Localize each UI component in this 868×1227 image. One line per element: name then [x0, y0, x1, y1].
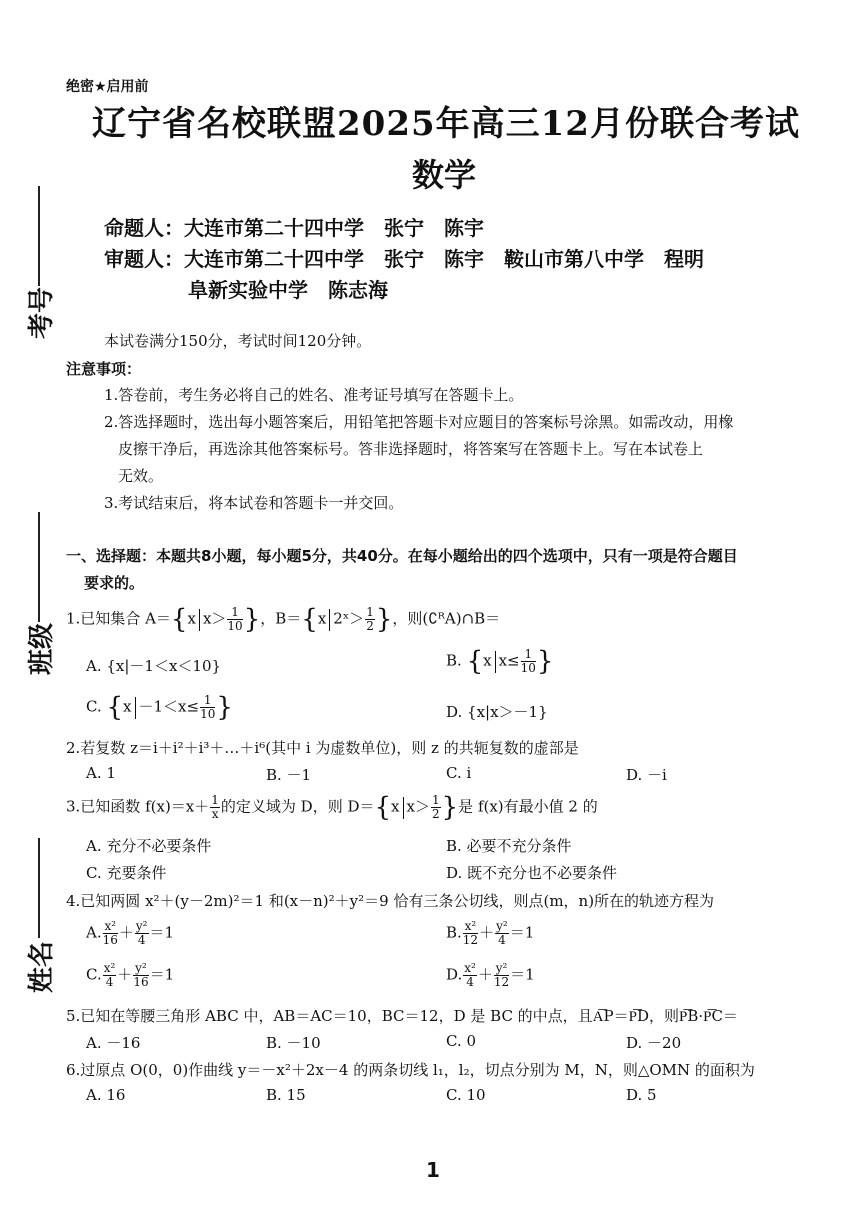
- subject-title: 数学: [412, 156, 477, 194]
- q1-frac-a: $\frac{1}{10}$: [227, 605, 243, 633]
- notice-2c: 无效。: [118, 467, 164, 485]
- q6-option-d: D. 5: [626, 1086, 657, 1104]
- q5-stem: 5.已知在等腰三角形 ABC 中，AB＝AC＝10，BC＝12，D 是 BC 的中点，且A͞P＝P͞D，则P͞B·P͞C＝: [66, 1007, 738, 1025]
- q6-option-b: B. 15: [266, 1086, 306, 1104]
- confidential-mark: 绝密★启用前: [66, 79, 149, 95]
- notice-1: 1.答卷前，考生务必将自己的姓名、准考证号填写在答题卡上。: [104, 386, 524, 404]
- q6-stem: 6.过原点 O(0，0)作曲线 y＝－x²＋2x－4 的两条切线 l₁，l₂，切点分别为 M，N，则△OMN 的面积为: [66, 1061, 755, 1079]
- notice-2a: 2.答选择题时，选出每小题答案后，用铅笔把答题卡对应题目的答案标号涂黑。如需改动，用橡: [104, 413, 734, 431]
- notice-3: 3.考试结束后，将本试卷和答题卡一并交回。: [104, 494, 404, 512]
- q3-option-b: B. 必要不充分条件: [446, 837, 572, 855]
- exam-title: 辽宁省名校联盟2025年高三12月份联合考试: [92, 104, 800, 144]
- name-label: 姓名: [27, 940, 57, 993]
- q2-option-d: D. －i: [626, 766, 667, 784]
- q1-stem: 1.已知集合 A＝{x x＞ $\frac{1}{10}$ }，B＝{x 2ˣ＞ $\frac{1}{2}$ }，则(∁ᴿA)∩B＝: [66, 604, 501, 635]
- q5-option-c: C. 0: [446, 1032, 477, 1050]
- notice-2b: 皮擦干净后，再选涂其他答案标号。答非选择题时，将答案写在答题卡上。写在本试卷上: [118, 440, 704, 458]
- q4-option-d: D. $\frac{\text{x²}}{4}$ ＋ $\frac{\text{y²}}{12}$ ＝1: [446, 961, 535, 989]
- q6-option-a: A. 16: [86, 1086, 126, 1104]
- q1-frac-b: $\frac{1}{2}$: [366, 605, 374, 633]
- q3-stem: 3.已知函数 f(x)＝x＋ $\frac{1}{x}$ 的定义域为 D，则 D＝{x x＞ $\frac{1}{2}$ }是 f(x)有最小值 2 的: [66, 792, 598, 823]
- q3-option-d: D. 既不充分也不必要条件: [446, 864, 618, 882]
- author-line-3: 阜新实验中学 陈志海: [188, 278, 388, 302]
- section-1-heading: 一、选择题：本题共8小题，每小题5分，共40分。在每小题给出的四个选项中，只有一项是符合题目: [66, 547, 738, 565]
- q2-option-c: C. i: [446, 764, 472, 782]
- q2-option-a: A. 1: [86, 764, 116, 782]
- section-1-heading-2: 要求的。: [84, 574, 145, 592]
- class-line: [38, 512, 40, 622]
- q4-option-a: A. $\frac{\text{x²}}{16}$ ＋ $\frac{\text{y²}}{4}$ ＝1: [86, 919, 175, 947]
- q1-option-b: B. {x x≤ $\frac{1}{10}$ }: [446, 646, 554, 677]
- q3-option-c: C. 充要条件: [86, 864, 167, 882]
- page-number: 1: [426, 1158, 440, 1182]
- exam-no-line: [38, 186, 40, 286]
- author-line-1: 命题人：大连市第二十四中学 张宁 陈宇: [104, 216, 484, 240]
- q1-option-a: A. {x|－1＜x＜10}: [86, 657, 222, 675]
- q3-option-a: A. 充分不必要条件: [86, 837, 212, 855]
- score-info: 本试卷满分150分，考试时间120分钟。: [104, 332, 372, 350]
- q1-option-d: D. {x|x＞－1}: [446, 703, 548, 721]
- notice-title: 注意事项：: [66, 360, 142, 378]
- q5-option-b: B. －10: [266, 1034, 321, 1052]
- name-line: [38, 838, 40, 938]
- author-line-2: 审题人：大连市第二十四中学 张宁 陈宇 鞍山市第八中学 程明: [104, 247, 704, 271]
- class-label: 班级: [27, 622, 57, 675]
- q4-option-c: C. $\frac{\text{x²}}{4}$ ＋ $\frac{\text{y²}}{16}$ ＝1: [86, 961, 175, 989]
- q2-option-b: B. －1: [266, 766, 312, 784]
- q5-option-a: A. －16: [86, 1034, 141, 1052]
- q2-stem: 2.若复数 z＝i＋i²＋i³＋…＋i⁶(其中 i 为虚数单位)，则 z 的共轭复数的虚部是: [66, 739, 579, 757]
- q1-option-c: C. {x －1＜x≤ $\frac{1}{10}$ }: [86, 692, 233, 723]
- q5-option-d: D. －20: [626, 1034, 682, 1052]
- q4-option-b: B. $\frac{\text{x²}}{12}$ ＋ $\frac{\text{y²}}{4}$ ＝1: [446, 919, 535, 947]
- q4-stem: 4.已知两圆 x²＋(y－2m)²＝1 和(x－n)²＋y²＝9 恰有三条公切线，则点(m，n)所在的轨迹方程为: [66, 892, 715, 910]
- exam-no-label: 考号: [27, 286, 57, 339]
- q6-option-c: C. 10: [446, 1086, 486, 1104]
